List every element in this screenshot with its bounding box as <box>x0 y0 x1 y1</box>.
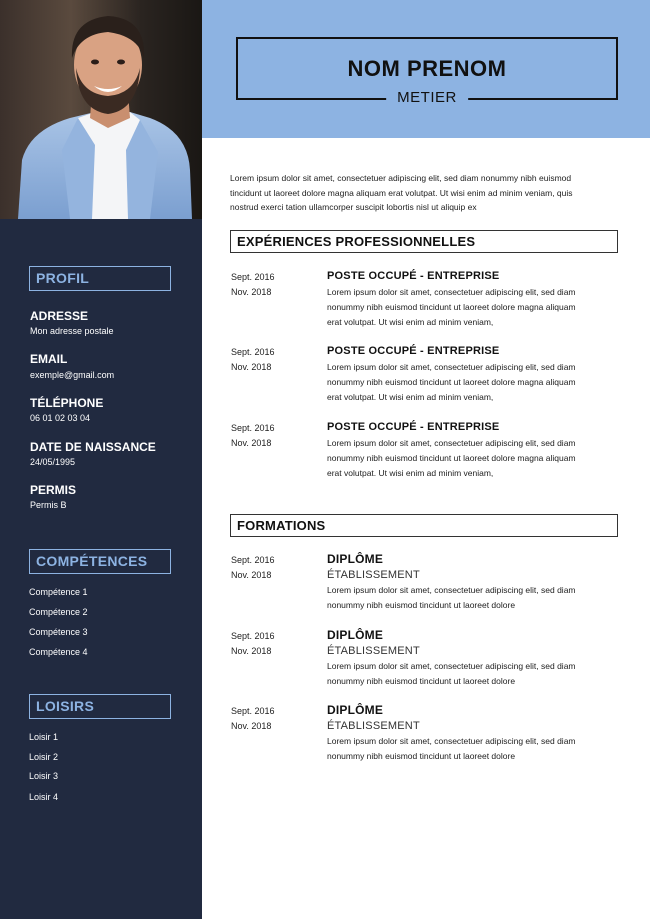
email-label: EMAIL <box>30 352 68 366</box>
profile-photo <box>0 0 202 219</box>
school-name: ÉTABLISSEMENT <box>327 720 420 732</box>
entry-description: Lorem ipsum dolor sit amet, consectetuer adipiscing elit, sed diam nonummy nibh euismod tincidunt ut laoreet dolore <box>327 661 576 686</box>
phone-value: 06 01 02 03 04 <box>30 413 91 423</box>
entry-start-date: Sept. 2016 <box>231 706 275 716</box>
header <box>202 0 650 138</box>
entry-end-date: Nov. 2018 <box>231 362 272 372</box>
entry-dates <box>231 270 275 300</box>
hobby-item: Loisir 2 <box>29 752 59 762</box>
experience-section-title: EXPÉRIENCES PROFESSIONNELLES <box>230 230 618 253</box>
license-value: Permis B <box>30 500 67 510</box>
entry-start-date: Sept. 2016 <box>231 423 275 433</box>
person-portrait-icon <box>0 0 202 219</box>
hobby-item: Loisir 3 <box>29 771 59 781</box>
entry-end-date: Nov. 2018 <box>231 570 272 580</box>
skill-item: Compétence 2 <box>29 607 88 617</box>
person-name: NOM PRENOM <box>347 56 507 81</box>
license-label: PERMIS <box>30 483 77 497</box>
birthdate-label: DATE DE NAISSANCE <box>30 440 156 454</box>
address-label: ADRESSE <box>30 309 89 323</box>
skill-item: Compétence 3 <box>29 627 88 637</box>
job-title: METIER <box>386 89 468 107</box>
school-name: ÉTABLISSEMENT <box>327 645 420 657</box>
entry-description: Lorem ipsum dolor sit amet, consectetuer adipiscing elit, sed diam nonummy nibh euismod tincidunt ut laoreet dolore magna aliquam erat volutpat. Ut wisi enim ad minim veniam, <box>327 287 576 327</box>
entry-start-date: Sept. 2016 <box>231 631 275 641</box>
entry-end-date: Nov. 2018 <box>231 646 272 656</box>
degree-title: DIPLÔME <box>327 703 384 717</box>
skill-item: Compétence 4 <box>29 647 88 657</box>
education-section-title: FORMATIONS <box>230 514 618 537</box>
entry-dates <box>231 629 275 659</box>
entry-description: Lorem ipsum dolor sit amet, consectetuer adipiscing elit, sed diam nonummy nibh euismod tincidunt ut laoreet dolore <box>327 736 576 761</box>
profile-section-title: PROFIL <box>29 266 171 291</box>
intro-paragraph: Lorem ipsum dolor sit amet, consectetuer adipiscing elit, sed diam nonummy nibh euismod tincidunt ut laoreet dolore magna aliquam erat volutpat. Ut wisi enim ad minim veniam, quis nostrud exerci tation ullamcorper suscipit lobortis nisl ut aliquip ex <box>230 173 573 212</box>
sidebar <box>0 219 202 919</box>
skills-section-title: COMPÉTENCES <box>29 549 171 574</box>
entry-end-date: Nov. 2018 <box>231 721 272 731</box>
hobby-item: Loisir 1 <box>29 732 59 742</box>
entry-dates <box>231 421 275 451</box>
birthdate-value: 24/05/1995 <box>30 457 76 467</box>
entry-end-date: Nov. 2018 <box>231 287 272 297</box>
entry-title: POSTE OCCUPÉ - ENTREPRISE <box>327 345 500 357</box>
entry-title: POSTE OCCUPÉ - ENTREPRISE <box>327 270 500 282</box>
entry-start-date: Sept. 2016 <box>231 347 275 357</box>
hobbies-section-title: LOISIRS <box>29 694 171 719</box>
entry-start-date: Sept. 2016 <box>231 272 275 282</box>
hobby-item: Loisir 4 <box>29 792 59 802</box>
degree-title: DIPLÔME <box>327 628 384 642</box>
phone-label: TÉLÉPHONE <box>30 396 104 410</box>
entry-end-date: Nov. 2018 <box>231 438 272 448</box>
degree-title: DIPLÔME <box>327 552 384 566</box>
entry-description: Lorem ipsum dolor sit amet, consectetuer adipiscing elit, sed diam nonummy nibh euismod tincidunt ut laoreet dolore <box>327 585 576 610</box>
email-value: exemple@gmail.com <box>30 370 115 380</box>
title-box <box>236 37 618 106</box>
entry-description: Lorem ipsum dolor sit amet, consectetuer adipiscing elit, sed diam nonummy nibh euismod tincidunt ut laoreet dolore magna aliquam erat volutpat. Ut wisi enim ad minim veniam, <box>327 438 576 478</box>
entry-dates <box>231 704 275 734</box>
entry-dates <box>231 553 275 583</box>
school-name: ÉTABLISSEMENT <box>327 569 420 581</box>
entry-description: Lorem ipsum dolor sit amet, consectetuer adipiscing elit, sed diam nonummy nibh euismod tincidunt ut laoreet dolore magna aliquam erat volutpat. Ut wisi enim ad minim veniam, <box>327 362 576 402</box>
skill-item: Compétence 1 <box>29 587 88 597</box>
entry-title: POSTE OCCUPÉ - ENTREPRISE <box>327 421 500 433</box>
entry-dates <box>231 345 275 375</box>
address-value: Mon adresse postale <box>30 326 114 336</box>
entry-start-date: Sept. 2016 <box>231 555 275 565</box>
